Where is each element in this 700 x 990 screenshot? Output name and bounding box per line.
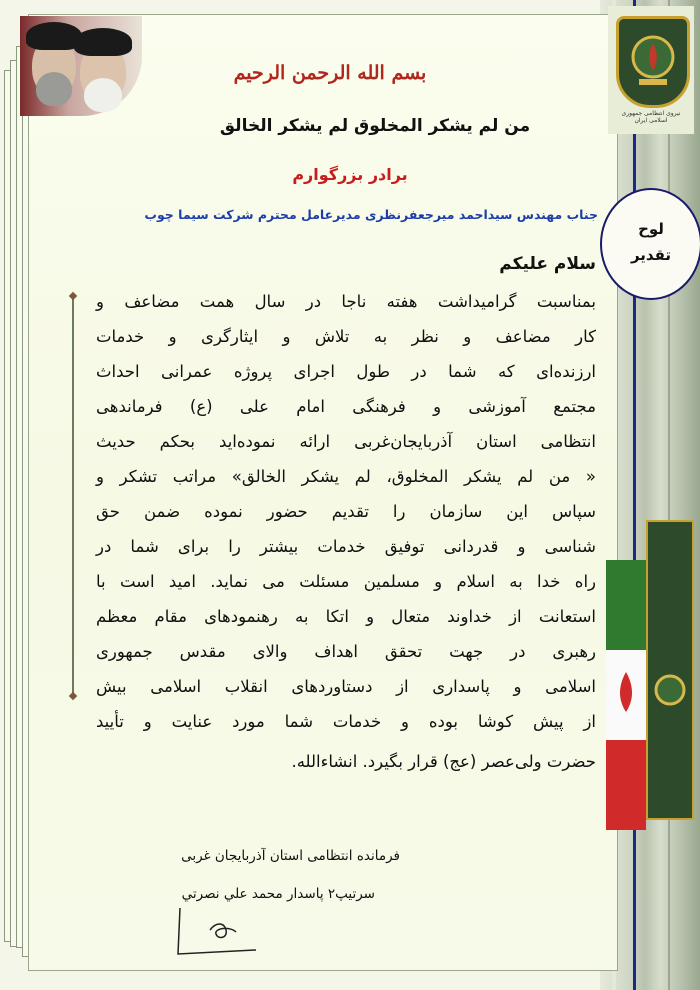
body-line: کار مضاعف و نظر به تلاش و ایثارگری و خدمات xyxy=(96,327,596,346)
body-line: انتظامی استان آذربایجان‌غربی ارائه نموده‌اید بحکم حدیث xyxy=(96,432,596,451)
salutation-title: برادر بزرگوارم xyxy=(292,165,408,184)
frame-line xyxy=(72,296,74,696)
body-line: رهبری در جهت تحقق اهداف والای مقدس جمهوری xyxy=(96,642,596,661)
bismillah-heading: بسم الله الرحمن الرحيم xyxy=(233,62,427,84)
body-line: بمناسبت گرامیداشت هفته ناجا در سال همت مضاعف و xyxy=(96,292,596,311)
signatory-title: فرمانده انتظامی استان آذربایجان غربی xyxy=(181,848,400,864)
emblem-caption: نیروی انتظامی جمهوری اسلامی ایران xyxy=(621,110,681,124)
portrait-beard xyxy=(84,78,122,112)
police-emblem xyxy=(608,6,694,134)
handwritten-signature xyxy=(160,900,270,960)
police-flag xyxy=(646,520,694,820)
body-line: استعانت از خداوند متعال و اتکا به رهنمودهای مقام معظم xyxy=(96,607,596,626)
decorative-stripe xyxy=(668,0,670,990)
certificate-sheet xyxy=(28,14,618,971)
body-line: ارزنده‌ای که شما در طول اجرای پروژه عمرانی احداث xyxy=(96,362,596,381)
appreciation-badge xyxy=(600,188,700,300)
body-line: سپاس این سازمان را تقدیم حضور نموده ضمن حق xyxy=(96,502,596,521)
body-line: از پیش کوشا بوده و خدمات شما مورد عنایت و تأیید xyxy=(96,712,596,731)
badge-line-2: تقدیر xyxy=(630,246,672,264)
recipient-line: جناب مهندس سیداحمد میرجعفرنظری مدیرعامل محترم شرکت سیما چوب xyxy=(144,207,598,222)
body-line: مجتمع آموزشی و فرهنگی امام علی (ع) فرماندهی xyxy=(96,397,596,416)
emblem-shield-icon xyxy=(616,16,690,108)
signatory-name: سرتیپ۲ پاسدار محمد علي نصرتي xyxy=(181,886,375,902)
body-line-last: حضرت ولی‌عصر (عج) قرار بگیرد. انشاءالله. xyxy=(291,752,596,771)
iran-flag xyxy=(606,560,646,830)
body-line: « من لم یشکر المخلوق، لم یشکر الخالق» مراتب تشکر و xyxy=(96,467,596,486)
body-line: راه خدا به اسلام و مسلمین مسئلت می نماید. امید است با xyxy=(96,572,596,591)
badge-line-1: لوح xyxy=(638,220,664,238)
portrait-turban xyxy=(74,28,132,56)
decorative-stripe xyxy=(633,0,636,990)
hadith-heading: من لم يشكر المخلوق لم يشكر الخالق xyxy=(219,116,531,136)
portrait-beard xyxy=(36,72,72,106)
body-line: شناسی و قدردانی توفیق خدمات بیشتر را برای شما در xyxy=(96,537,596,556)
body-line: اسلامی و پاسداری از دستاوردهای انقلاب اسلامی بیش xyxy=(96,677,596,696)
greeting: سلام علیکم xyxy=(499,254,596,274)
